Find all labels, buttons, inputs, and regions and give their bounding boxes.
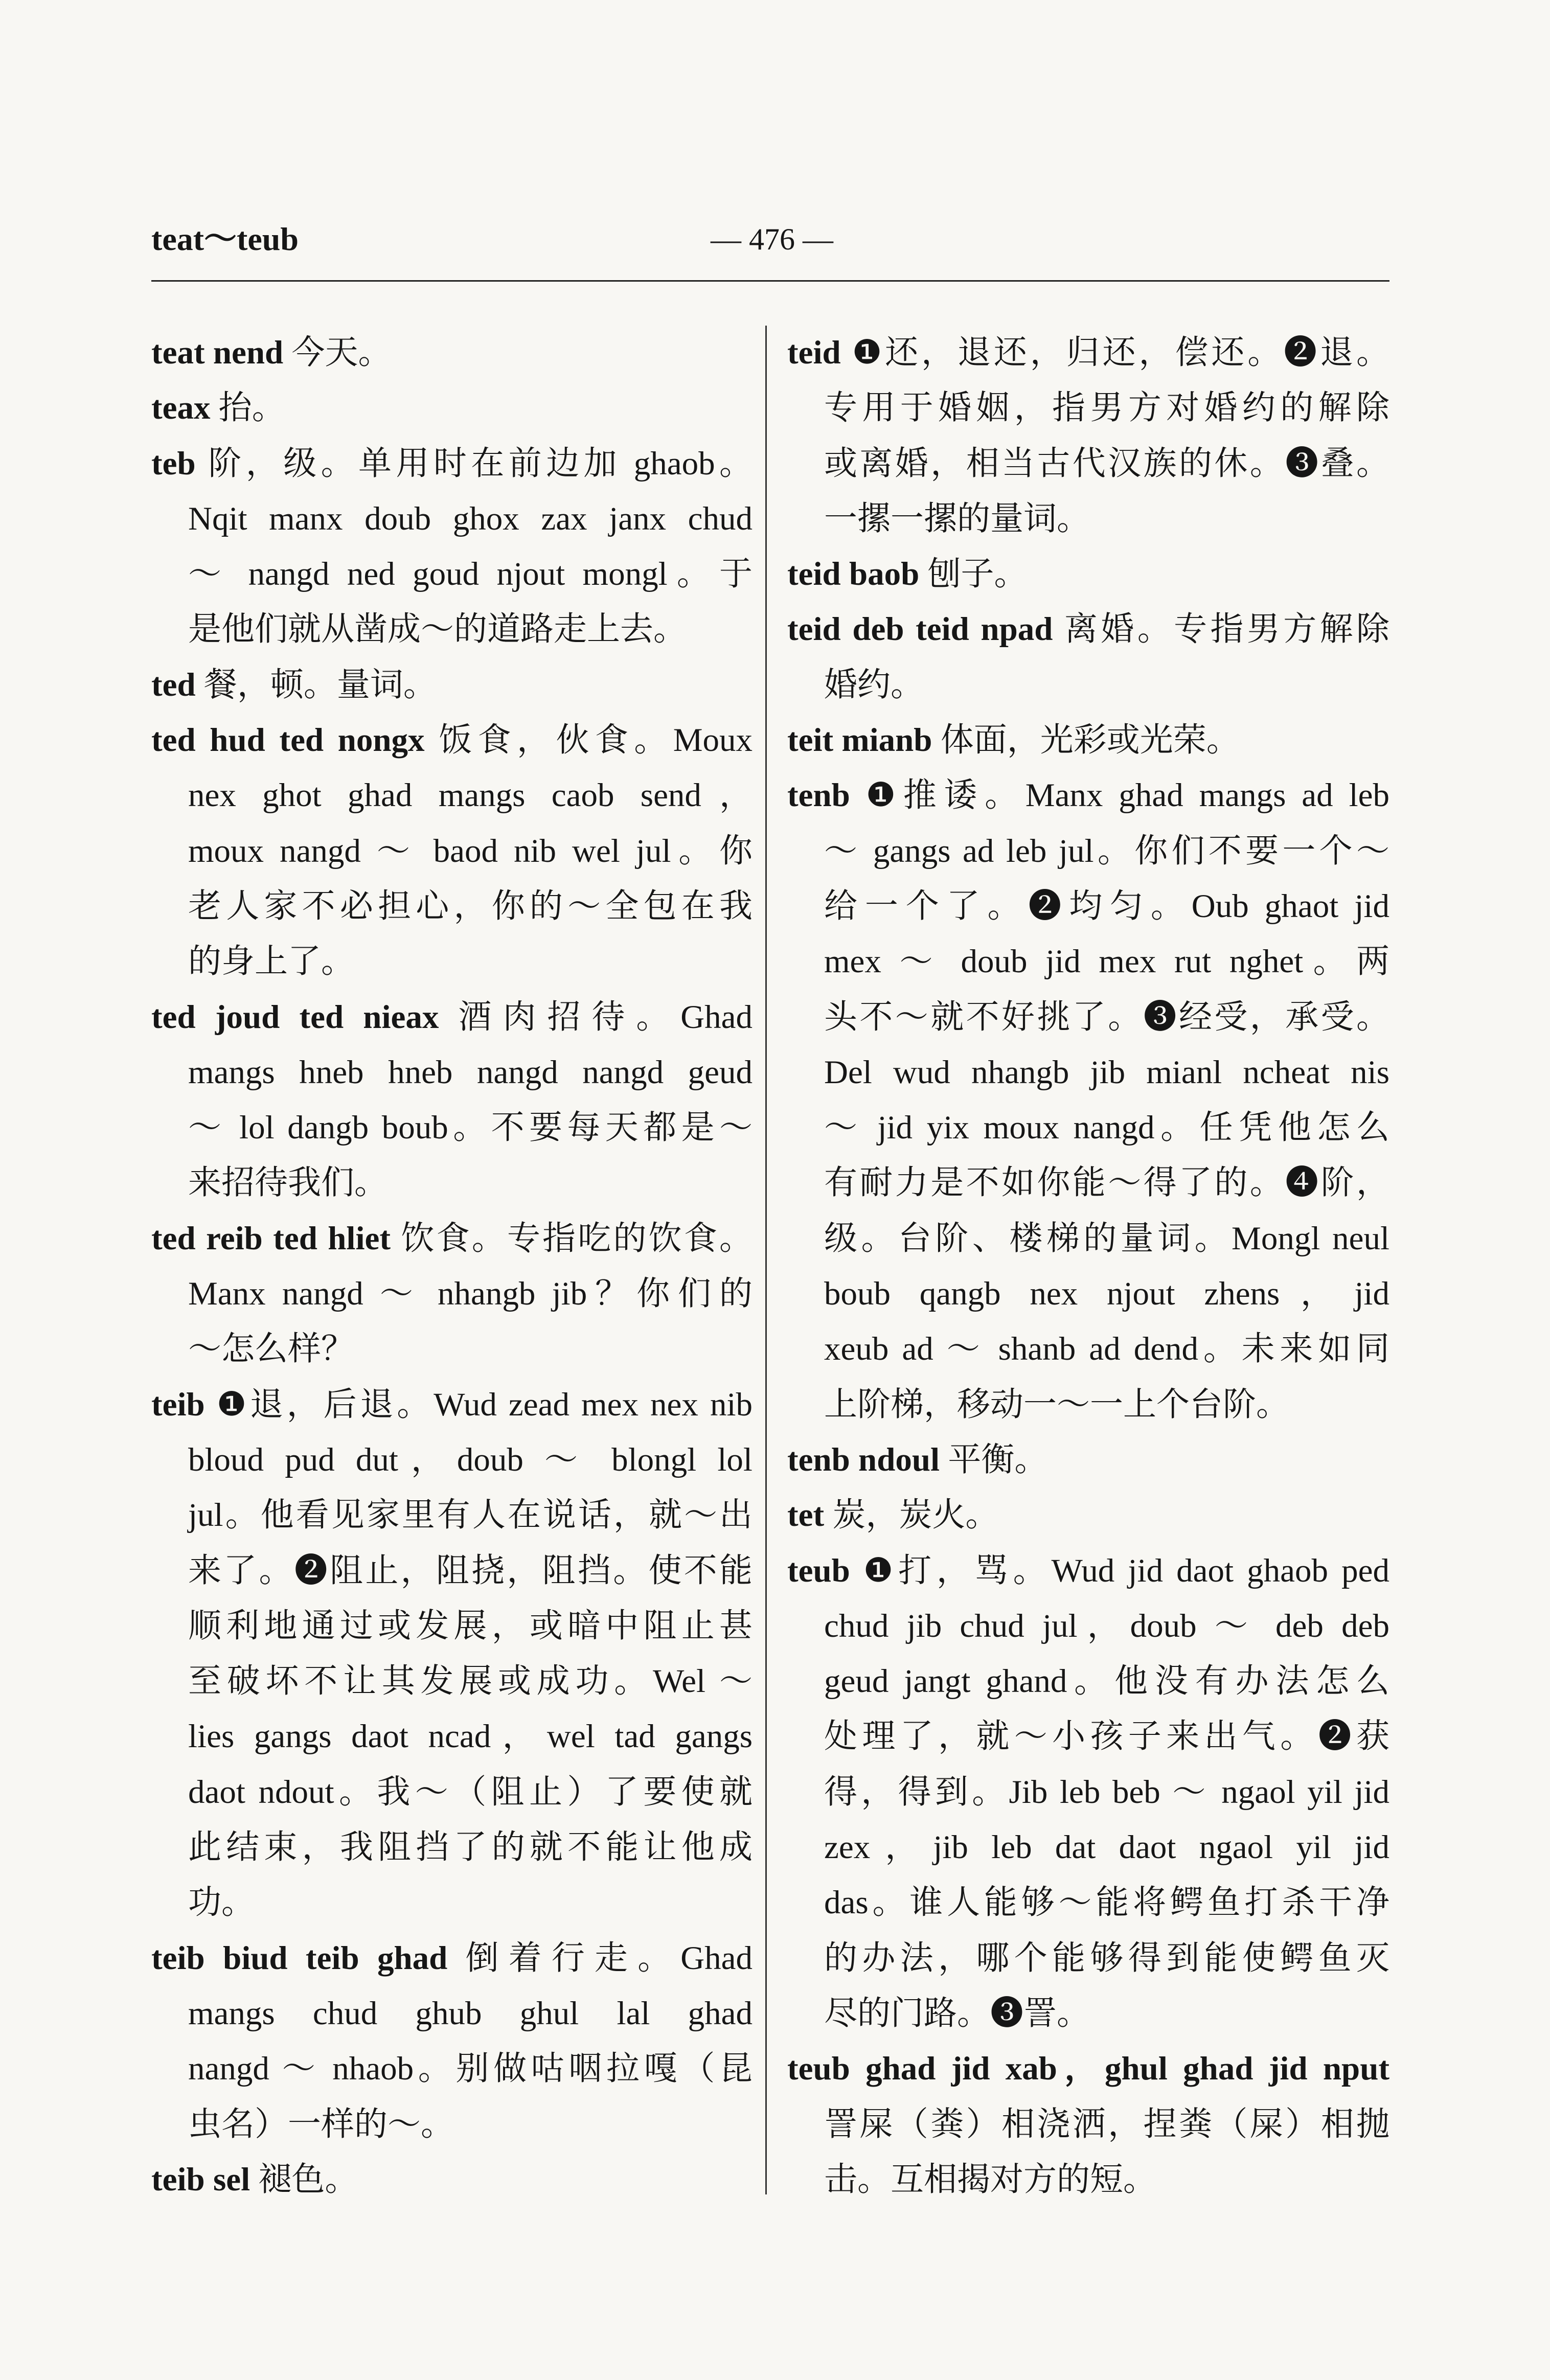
entry-ted-reib-ted-hliet: [151, 1211, 753, 1377]
definition-line: 击。互相揭对方的短。: [824, 2161, 1157, 2198]
column-divider: [765, 326, 767, 2194]
entry-first-line: [787, 1432, 1389, 1487]
definition-line: 来招待我们。: [188, 1164, 388, 1202]
headword: ted: [151, 666, 196, 703]
entry-teid: [787, 325, 1389, 546]
entry-first-line: [787, 1543, 1389, 1598]
definition-line: 专用于婚姻，指男方对婚约的解除: [824, 390, 1389, 427]
definition-line: boub qangb nex njout zhens，jid: [824, 1275, 1389, 1313]
definition-line: 得，得到。Jib leb beb ～ ngaol yil jid: [824, 1773, 1389, 1811]
definition-line: mangs hneb hneb nangd nangd geud: [188, 1054, 753, 1091]
definition-text: ❶打，骂。Wud jid daot ghaob ped: [863, 1552, 1390, 1589]
definition-line: mex ～ doub jid mex rut nghet。两: [824, 943, 1389, 980]
definition-text: 抬。: [218, 390, 285, 427]
headword: tenb ndoul: [787, 1441, 940, 1478]
entry-ted: [151, 657, 753, 713]
headword: teax: [151, 390, 211, 427]
definition-text: 饭食，伙食。Moux: [439, 722, 753, 759]
definition-line: 给一个了。❷均匀。Oub ghaot jid: [824, 887, 1389, 925]
definition-line: Manx nangd ～ nhangb jib？你们的: [188, 1275, 753, 1313]
entry-first-line: [151, 325, 753, 380]
definition-line: 处理了，就～小孩子来出气。❷获: [824, 1718, 1389, 1755]
definition-text: 平衡。: [948, 1441, 1048, 1478]
headword: teat nend: [151, 334, 284, 371]
headword: ted hud ted nongx: [151, 722, 425, 759]
entry-ted-joud-ted-nieax: [151, 990, 753, 1211]
headword: teib: [151, 1386, 205, 1423]
definition-text: ❶退，后退。Wud zead mex nex nib: [216, 1386, 753, 1423]
definition-line: ～ nangd ned goud njout mongl。于: [188, 556, 753, 593]
definition-text: 刨子。: [927, 556, 1028, 593]
entry-teax: [151, 380, 753, 436]
entry-teub: [787, 1543, 1389, 2042]
definition-line: xeub ad ～ shanb ad dend。未来如同: [824, 1331, 1389, 1368]
running-head: teat～teub: [151, 221, 299, 257]
definition-text: 体面，光彩或光荣。: [940, 722, 1240, 759]
definition-line: 一摞一摞的量词。: [824, 500, 1090, 537]
definition-text: 离婚。专指男方解除: [1064, 611, 1389, 648]
definition-text: 阶，级。单用时在前边加 ghaob。: [208, 445, 753, 482]
definition-line: Nqit manx doub ghox zax janx chud: [188, 500, 753, 537]
definition-line: zex，jib leb dat daot ngaol yil jid: [824, 1829, 1389, 1866]
definition-line: 级。台阶、楼梯的量词。Mongl neul: [824, 1220, 1389, 1257]
entry-first-line: [787, 713, 1389, 768]
definition-line: ～ jid yix moux nangd。任凭他怎么: [824, 1109, 1389, 1147]
page-number: — 476 —: [711, 222, 833, 256]
definition-line: ～ gangs ad leb jul。你们不要一个～: [824, 832, 1389, 869]
entry-teib-biud-teib-ghad: [151, 1931, 753, 2152]
headword: teub: [787, 1552, 850, 1589]
entry-first-line: [151, 657, 753, 713]
entry-first-line: [787, 546, 1389, 602]
definition-line: geud jangt ghand。他没有办法怎么: [824, 1663, 1389, 1700]
definition-line: 头不～就不好挑了。❸经受，承受。: [824, 998, 1389, 1036]
definition-line: nangd ～ nhaob。别做咕咽拉嘎（昆: [188, 2050, 753, 2088]
definition-line: 是他们就从凿成～的道路走上去。: [188, 611, 687, 648]
headword: teit mianb: [787, 722, 932, 759]
entry-first-line: [151, 2152, 753, 2207]
entry-first-line: [787, 1487, 1389, 1543]
headword: teid deb teid npad: [787, 611, 1053, 648]
definition-line: moux nangd ～ baod nib wel jul。你: [188, 832, 753, 869]
entry-first-line: [787, 768, 1389, 823]
entry-tet: [787, 1487, 1389, 1543]
definition-line: lies gangs daot ncad，wel tad gangs: [188, 1718, 753, 1755]
entry-ted-hud-ted-nongx: [151, 713, 753, 989]
definition-line: 尽的门路。❸詈。: [824, 1995, 1090, 2032]
entry-first-line: [151, 713, 753, 768]
definition-line: 婚约。: [824, 666, 924, 703]
entry-first-line: [787, 602, 1389, 657]
definition-line: 此结束，我阻挡了的就不能让他成: [188, 1829, 753, 1866]
definition-line: 或离婚，相当古代汉族的休。❸叠。: [824, 445, 1389, 482]
entry-teat-nend: [151, 325, 753, 380]
entry-teub-ghad-jid-xab: [787, 2041, 1389, 2207]
headword: teid baob: [787, 556, 920, 593]
entry-first-line: [151, 1931, 753, 1986]
definition-line: 顺利地通过或发展，或暗中阻止甚: [188, 1607, 753, 1644]
headword: tenb: [787, 777, 850, 814]
definition-text: ❶还，退还，归还，偿还。❷退。: [852, 334, 1389, 371]
definition-line: das。谁人能够～能将鳄鱼打杀干净: [824, 1884, 1389, 1921]
definition-line: 功。: [188, 1884, 255, 1921]
left-column: [151, 325, 753, 2207]
definition-line: bloud pud dut，doub ～ blongl lol: [188, 1441, 753, 1478]
definition-line: 詈屎（粪）相浇洒，捏粪（屎）相抛: [824, 2106, 1389, 2143]
definition-text: 餐，顿。量词。: [203, 666, 437, 703]
definition-line: mangs chud ghub ghul lal ghad: [188, 1995, 753, 2032]
headword: tet: [787, 1497, 825, 1534]
entry-first-line: [787, 325, 1389, 380]
entry-first-line: [151, 990, 753, 1045]
definition-text: 褪色。: [258, 2161, 358, 2198]
entry-first-line: [151, 436, 753, 491]
entry-teib: [151, 1377, 753, 1931]
definition-line: ～怎么样？: [188, 1331, 355, 1368]
headword: teub ghad jid xab，ghul ghad jid nput: [787, 2050, 1389, 2088]
entry-first-line: [151, 380, 753, 436]
entry-teid-deb-teid-npad: [787, 602, 1389, 713]
definition-line: 的身上了。: [188, 943, 355, 980]
headword: ted joud ted nieax: [151, 998, 439, 1036]
header-rule: [151, 280, 1389, 282]
definition-line: 来了。❷阻止，阻挠，阻挡。使不能: [188, 1552, 753, 1589]
entry-first-line: [151, 1377, 753, 1432]
definition-line: 虫名）一样的～。: [188, 2106, 454, 2143]
definition-line: Del wud nhangb jib mianl ncheat nis: [824, 1054, 1389, 1091]
definition-line: nex ghot ghad mangs caob send，: [188, 777, 753, 814]
definition-line: ～ lol dangb boub。不要每天都是～: [188, 1109, 753, 1147]
definition-line: 老人家不必担心，你的～全包在我: [188, 887, 753, 925]
definition-text: ❶推诿。Manx ghad mangs ad leb: [865, 777, 1390, 814]
definition-line: 的办法，哪个能够得到能使鳄鱼灭: [824, 1939, 1389, 1977]
definition-text: 炭，炭火。: [832, 1497, 999, 1534]
entry-teib-sel: [151, 2152, 753, 2207]
entry-teit-mianb: [787, 713, 1389, 768]
definition-line: chud jib chud jul，doub ～ deb deb: [824, 1607, 1389, 1644]
headword: ted reib ted hliet: [151, 1220, 391, 1257]
headword: teb: [151, 445, 196, 482]
definition-line: 至破坏不让其发展或成功。Wel ～: [188, 1663, 753, 1700]
definition-text: 今天。: [291, 334, 392, 371]
definition-text: 倒着行走。Ghad: [465, 1939, 753, 1977]
headword: teib sel: [151, 2161, 250, 2198]
entry-teb: [151, 436, 753, 657]
entry-teid-baob: [787, 546, 1389, 602]
definition-line: daot ndout。我～（阻止）了要使就: [188, 1773, 753, 1811]
entry-first-line: [787, 2041, 1389, 2096]
right-column: [787, 325, 1389, 2207]
definition-line: jul。他看见家里有人在说话，就～出: [188, 1497, 753, 1534]
entry-tenb-ndoul: [787, 1432, 1389, 1487]
definition-line: 上阶梯，移动一～一上个台阶。: [824, 1386, 1290, 1423]
definition-line: 有耐力是不如你能～得了的。❹阶，: [824, 1164, 1389, 1202]
entry-tenb: [787, 768, 1389, 1432]
definition-text: 饮食。专指吃的饮食。: [401, 1220, 753, 1257]
headword: teid: [787, 334, 841, 371]
headword: teib biud teib ghad: [151, 1939, 448, 1977]
entry-first-line: [151, 1211, 753, 1266]
definition-text: 酒肉招待。Ghad: [458, 998, 753, 1036]
